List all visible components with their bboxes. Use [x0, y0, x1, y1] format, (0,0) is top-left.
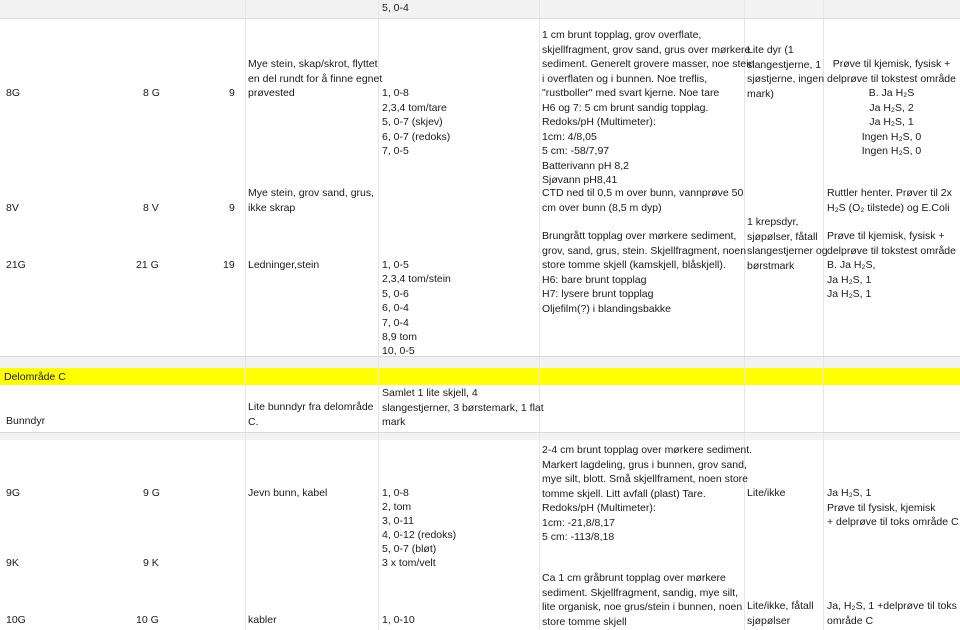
section-highlight: [0, 368, 960, 385]
analysis-notes: Ja H₂S, 1 Prøve til fysisk, kjemisk + delprøve til toks område C: [827, 487, 959, 528]
fauna-notes: Lite dyr (1 slangestjerne, 1 sjøstjerne, ingen mark): [747, 44, 825, 100]
row-label: Bunndyr: [6, 415, 46, 427]
depth-value: 19: [223, 259, 235, 271]
site-description: Mye stein, grov sand, grus, ikke skrap: [248, 187, 375, 214]
row-divider: [0, 18, 960, 19]
sediment-description: CTD ned til 0,5 m over bunn, vannprøve 50 cm over bunn (8,5 m dyp): [542, 187, 744, 214]
sample-entry: 7, 0-4: [382, 317, 409, 329]
sediment-description: 2-4 cm brunt topplag over mørkere sediment. Markert lagdeling, grus i bunnen, grov sand, mye silt, blott. Små skjellframent, noen store tomme skjell. Litt avfall (plast) Tare. Redoks/pH (Multimeter): 1cm: -21,8/8,17 5 cm: -113/8,18: [542, 444, 753, 543]
sample-entry: 3, 0-11: [382, 515, 414, 527]
fauna-notes: Lite/ikke: [747, 487, 786, 499]
top-cell: 5, 0-4: [382, 2, 409, 14]
sample-entry: 8,9 tom: [382, 331, 418, 343]
fauna-notes: Lite/ikke, fåtall sjøpølser: [747, 600, 814, 627]
station-id: 9K: [6, 557, 19, 569]
sample-entry: 1, 0-8: [382, 87, 409, 99]
sample-entry: 5, 0-6: [382, 288, 409, 300]
sample-entry: 6, 0-7 (redoks): [382, 131, 451, 143]
sample-entry: 2, tom: [382, 501, 412, 513]
row-divider: [0, 432, 960, 433]
section-title: Delområde C: [4, 371, 66, 383]
sample-entry: Samlet 1 lite skjell, 4 slangestjerner, 3 børstemark, 1 flat mark: [382, 387, 544, 428]
sample-entry: 2,3,4 tom/tare: [382, 102, 447, 114]
sample-entry: 5, 0-7 (bløt): [382, 543, 437, 555]
sample-entry: 1, 0-10: [382, 614, 415, 626]
station-id: 10G: [6, 614, 26, 626]
station-code: 8 V: [143, 202, 159, 214]
sediment-description: 1 cm brunt topplag, grov overflate, skjellfragment, grov sand, grus over mørkere sediment. Generelt grovere masser, noe stein i overflaten og i bunnen. Noe treflis, "rustboller" med svart kjerne. Noe tare H6 og 7: 5 cm brunt sandig topplag. Redoks/pH (Multimeter): 1cm: 4/8,05 5 cm: -58/7,97 Batterivann pH 8,2 Sjøvann pH8,41: [542, 29, 755, 186]
sample-entry: 1, 0-5: [382, 259, 409, 271]
fauna-notes: 1 krepsdyr, sjøpølser, fåtall slangestjerner og børstmark: [747, 216, 828, 272]
sample-entry: 2,3,4 tom/stein: [382, 273, 451, 285]
sample-entry: 3 x tom/velt: [382, 557, 436, 569]
sample-entry: 5, 0-7 (skjev): [382, 116, 443, 128]
site-description: Lite bunndyr fra delområde C.: [248, 401, 374, 428]
column-divider: [245, 0, 246, 630]
depth-value: 9: [229, 87, 235, 99]
column-divider: [539, 0, 540, 630]
station-id: 21G: [6, 259, 26, 271]
site-description: Mye stein, skap/skrot, flyttet en del rundt for å finne egnet prøvested: [248, 58, 383, 99]
sediment-description: Brungrått topplag over mørkere sediment, grov, sand, grus, stein. Skjellfragment, noen store tomme skjell (kamskjell, blåskjell). H6: bare brunt topplag H7: lysere brunt topplag Oljefilm(?) i blandingsbakke: [542, 230, 747, 315]
site-description: Jevn bunn, kabel: [248, 487, 328, 499]
analysis-notes: Ruttler henter. Prøver til 2x H₂S (O₂ tilstede) og E.Coli: [827, 187, 952, 214]
sample-entry: 6, 0-4: [382, 302, 409, 314]
station-code: 9 G: [143, 487, 160, 499]
station-code: 8 G: [143, 87, 160, 99]
site-description: kabler: [248, 614, 277, 626]
analysis-notes: Prøve til kjemisk, fysisk + delprøve til tokstest område B. Ja H₂S, Ja H₂S, 1 Ja H₂S, 1: [827, 230, 956, 300]
row-divider: [0, 356, 960, 357]
station-id: 8G: [6, 87, 21, 99]
analysis-notes: Ja, H₂S, 1 +delprøve til toks område C: [827, 600, 957, 627]
station-code: 21 G: [136, 259, 159, 271]
station-id: 8V: [6, 202, 19, 214]
sample-entry: 4, 0-12 (redoks): [382, 529, 457, 541]
header-band: [0, 0, 960, 18]
station-code: 9 K: [143, 557, 159, 569]
site-description: Ledninger,stein: [248, 259, 320, 271]
sample-entry: 7, 0-5: [382, 145, 409, 157]
separator-band-bottom: [0, 432, 960, 440]
sample-entry: 1, 0-8: [382, 487, 409, 499]
station-id: 9G: [6, 487, 21, 499]
separator-band-top: [0, 356, 960, 368]
sediment-description: Ca 1 cm gråbrunt topplag over mørkere sediment. Skjellfragment, sandig, mye silt, lite organisk, noe grus/stein i bunnen, noen store tomme skjell: [542, 572, 743, 628]
station-code: 10 G: [136, 614, 159, 626]
sample-entry: 10, 0-5: [382, 345, 415, 357]
depth-value: 9: [229, 202, 235, 214]
analysis-notes: Prøve til kjemisk, fysisk + delprøve til tokstest område B. Ja H₂S Ja H₂S, 2 Ja H₂S, 1 Ingen H₂S, 0 Ingen H₂S, 0: [827, 58, 956, 157]
